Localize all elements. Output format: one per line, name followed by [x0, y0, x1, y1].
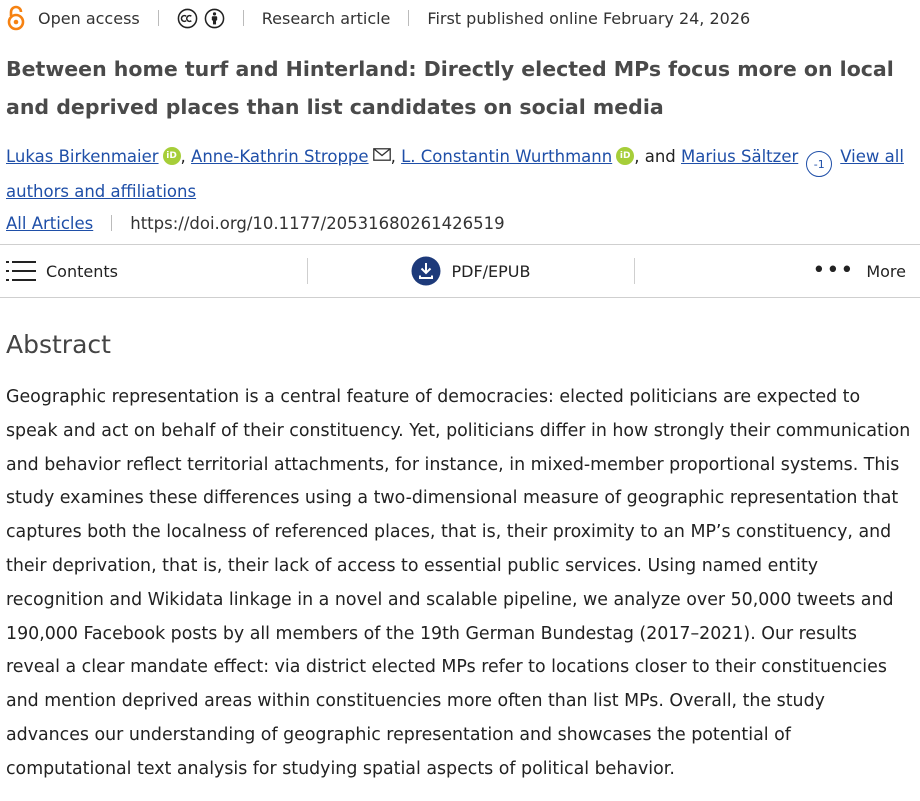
more-authors-badge[interactable]: -1: [806, 151, 832, 177]
more-label: More: [866, 261, 906, 281]
author-link[interactable]: Lukas Birkenmaier: [6, 147, 159, 166]
contents-button[interactable]: [0, 245, 307, 297]
open-access-icon: [6, 5, 26, 31]
abstract-text: Geographic representation is a central feature of democracies: elected politicians are expected to speak and act on behalf of their constituency. Yet, politicians differ in how strongly their communication and behavior reflect territorial attachments, for instance, in mixed-member proportional systems. This study examines these differences using a two-dimensional measure of geographic representation that captures both the localness of referenced places, that is, their proximity to an MP’s constituency, and their deprivation, that is, their lack of access to essential public services. Using named entity recognition and Wikidata linkage in a novel and scalable pipeline, we analyze over 50,000 tweets and 190,000 Facebook posts by all members of the 19th German Bundestag (2017–2021). Our results reveal a clear mandate effect: via district elected MPs refer to locations closer to their constituencies and mention deprived areas within constituencies more often than list MPs. Overall, the study advances our understanding of geographic representation and showcases the potential of computational text analysis for studying spatial aspects of political behavior.: [6, 387, 911, 779]
download-icon: [411, 256, 441, 286]
publication-date: First published online February 24, 2026: [427, 8, 751, 28]
doi-row: [6, 210, 505, 236]
abstract-heading: Abstract: [6, 330, 111, 359]
author-link[interactable]: Marius Sältzer: [681, 147, 799, 166]
orcid-icon[interactable]: iD: [616, 147, 634, 165]
divider: [111, 215, 112, 231]
license-icons[interactable]: [177, 8, 225, 29]
hamburger-icon: [6, 260, 36, 282]
contents-label: Contents: [46, 261, 118, 281]
article-toolbar: [0, 244, 920, 298]
attribution-icon: [204, 8, 225, 29]
view-all-authors-link[interactable]: View all authors and affiliations: [6, 147, 904, 201]
more-dots-icon: •••: [812, 258, 855, 283]
doi-link[interactable]: https://doi.org/10.1177/20531680261426519: [130, 213, 505, 233]
divider: [158, 10, 159, 26]
article-title: Between home turf and Hinterland: Directly elected MPs focus more on local and deprived places than list candidates on social media: [6, 57, 894, 119]
author-conjunction: and: [644, 147, 676, 166]
pdf-label: PDF/EPUB: [451, 261, 531, 281]
divider: [408, 10, 409, 26]
mail-icon[interactable]: [373, 148, 391, 161]
open-access-label: Open access: [38, 8, 140, 28]
author-link[interactable]: Anne-Kathrin Stroppe: [191, 147, 369, 166]
orcid-icon[interactable]: iD: [163, 147, 181, 165]
author-link[interactable]: L. Constantin Wurthmann: [401, 147, 613, 166]
more-button[interactable]: [635, 245, 920, 297]
creative-commons-icon: [177, 8, 198, 29]
article-type: Research article: [261, 8, 391, 28]
divider: [243, 10, 244, 26]
article-meta-row: [6, 6, 750, 30]
author-list: Lukas Birkenmaier iD , Anne-Kathrin Stroppe , L. Constantin Wurthmann iD , and Marius Sältzer -1 View all authors and affiliations: [6, 147, 904, 201]
pdf-epub-button[interactable]: [307, 258, 635, 284]
all-articles-link[interactable]: All Articles: [6, 213, 94, 233]
